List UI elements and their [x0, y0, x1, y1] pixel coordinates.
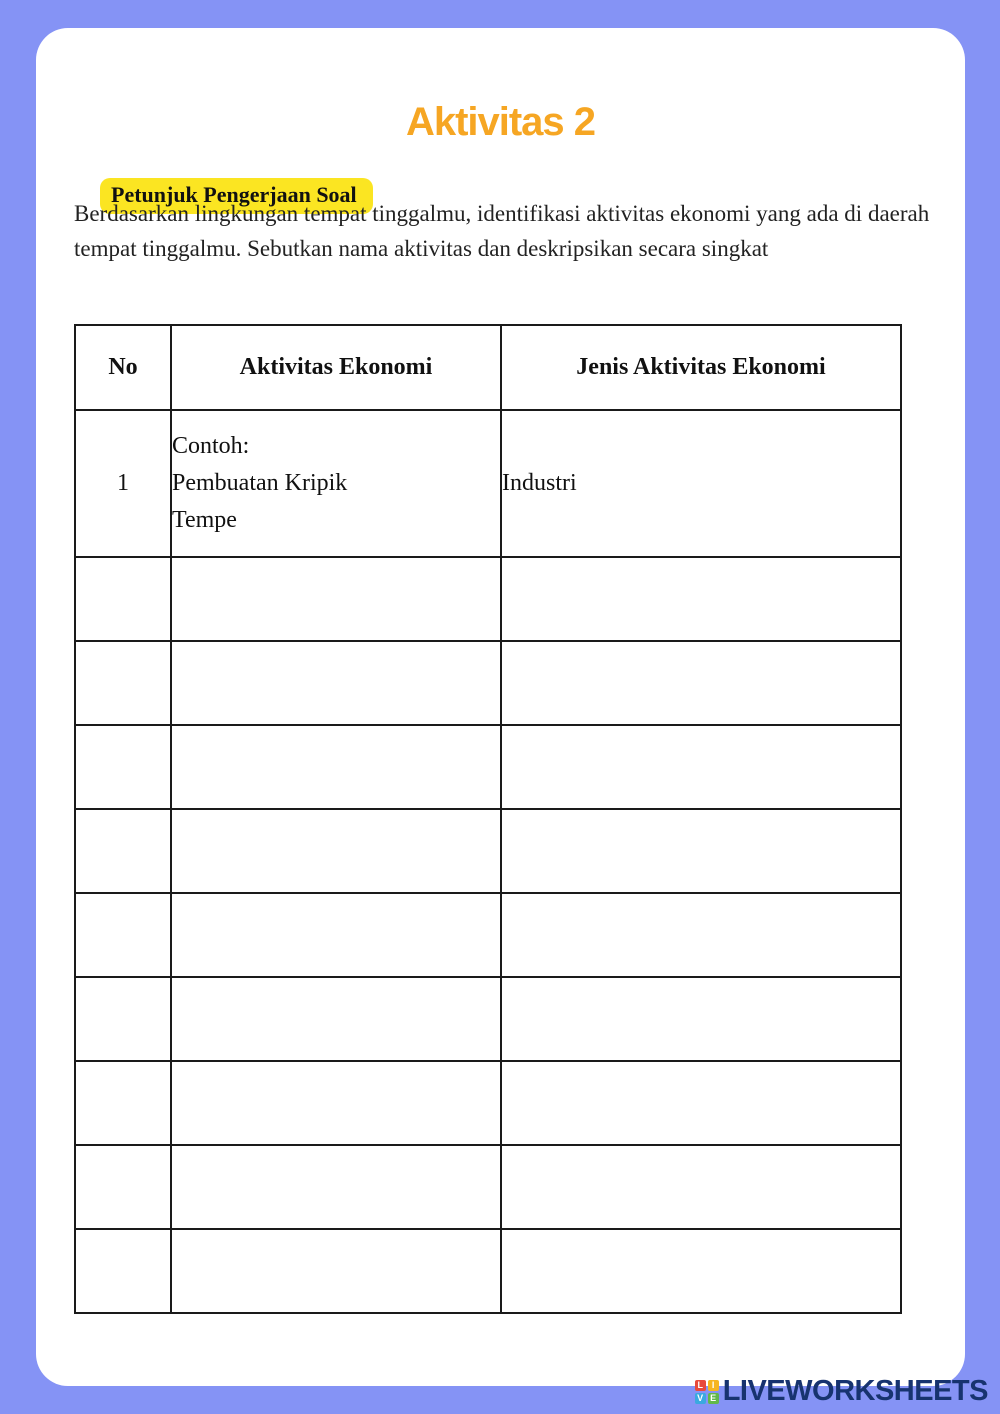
table-row-empty: [75, 725, 901, 809]
table-row-empty: [75, 977, 901, 1061]
answer-activity-cell[interactable]: [171, 977, 501, 1061]
instruction-badge: Petunjuk Pengerjaan Soal: [100, 178, 373, 214]
table-header-row: [75, 325, 901, 410]
answer-no-cell[interactable]: [75, 725, 171, 809]
brand-name: LIVEWORKSHEETS: [722, 1375, 988, 1407]
page-title: Aktivitas 2: [405, 100, 596, 144]
answer-activity-cell[interactable]: [171, 1145, 501, 1229]
example-label: Contoh:: [172, 433, 250, 459]
answer-activity-cell[interactable]: [171, 725, 501, 809]
answer-type-cell[interactable]: [501, 1229, 901, 1313]
row-number: 1: [75, 410, 171, 557]
answer-type-cell[interactable]: [501, 893, 901, 977]
logo-mark-icon: [695, 1380, 719, 1404]
example-activity-cell: [171, 410, 501, 557]
logo-letter: I: [708, 1380, 719, 1391]
example-activity-line: Pembuatan Kripik: [172, 470, 348, 496]
answer-activity-cell[interactable]: [171, 893, 501, 977]
answer-activity-cell[interactable]: [171, 809, 501, 893]
answer-activity-cell[interactable]: [171, 1061, 501, 1145]
table-row-empty: [75, 641, 901, 725]
answer-no-cell[interactable]: [75, 641, 171, 725]
answer-no-cell[interactable]: [75, 809, 171, 893]
answer-no-cell[interactable]: [75, 1229, 171, 1313]
header-activity: Aktivitas Ekonomi: [171, 325, 501, 410]
answer-activity-cell[interactable]: [171, 557, 501, 641]
activity-table: [74, 324, 902, 1314]
table-row-empty: [75, 557, 901, 641]
table-row-empty: [75, 893, 901, 977]
answer-no-cell[interactable]: [75, 893, 171, 977]
example-activity-line: Tempe: [172, 507, 237, 533]
answer-type-cell[interactable]: [501, 1145, 901, 1229]
liveworksheets-logo: [695, 1375, 988, 1408]
answer-no-cell[interactable]: [75, 977, 171, 1061]
table-row-example: [75, 410, 901, 557]
answer-activity-cell[interactable]: [171, 641, 501, 725]
answer-no-cell[interactable]: [75, 557, 171, 641]
answer-type-cell[interactable]: [501, 725, 901, 809]
header-no: No: [75, 325, 171, 410]
instruction-text: Berdasarkan lingkungan tempat tinggalmu, identifikasi aktivitas ekonomi yang ada di daerah tempat tinggalmu. Sebutkan nama aktivitas dan deskripsikan secara singkat: [74, 201, 930, 261]
answer-no-cell[interactable]: [75, 1145, 171, 1229]
table-row-empty: [75, 1229, 901, 1313]
logo-letter: V: [695, 1393, 706, 1404]
logo-letter: E: [708, 1393, 719, 1404]
table-row-empty: [75, 1061, 901, 1145]
answer-type-cell[interactable]: [501, 557, 901, 641]
logo-letter: L: [695, 1380, 706, 1391]
header-activity-type: Jenis Aktivitas Ekonomi: [501, 325, 901, 410]
table-row-empty: [75, 809, 901, 893]
answer-type-cell[interactable]: [501, 809, 901, 893]
table-row-empty: [75, 1145, 901, 1229]
answer-activity-cell[interactable]: [171, 1229, 501, 1313]
answer-no-cell[interactable]: [75, 1061, 171, 1145]
example-type-cell: Industri: [501, 410, 901, 557]
answer-type-cell[interactable]: [501, 977, 901, 1061]
answer-type-cell[interactable]: [501, 1061, 901, 1145]
answer-type-cell[interactable]: [501, 641, 901, 725]
